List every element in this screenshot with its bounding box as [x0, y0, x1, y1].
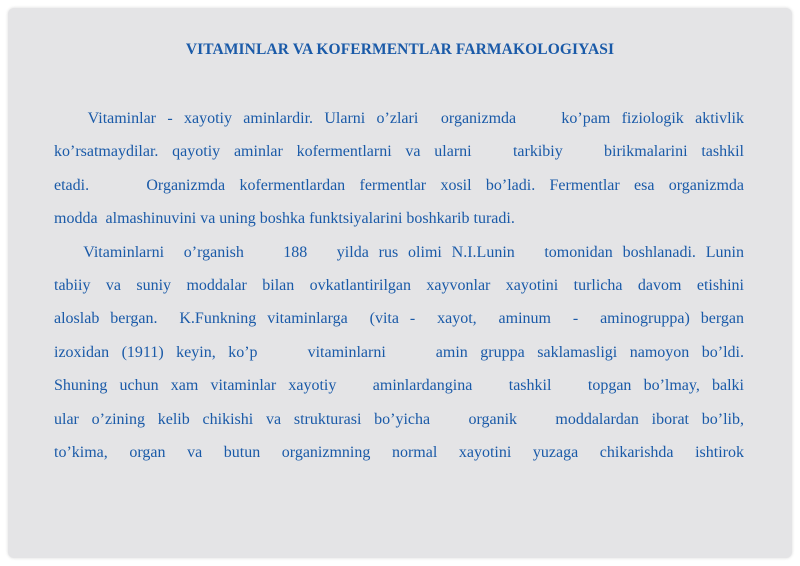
text-line: izoxidan (1911) keyin, ko’p vitaminlarni amin gruppa saklamasligi namoyon bo’ldi. — [54, 343, 744, 361]
text-line: to’kima, organ va butun organizmning normal xayotini yuzaga chikarishda ishtirok — [54, 443, 744, 461]
text-line: Vitaminlar - xayotiy aminlardir. Ularni o’zlari organizmda ko’pam fiziologik aktivlik — [54, 110, 744, 127]
text-line: etadi. Organizmda kofermentlardan fermentlar xosil bo’ladi. Fermentlar esa organizmda — [54, 176, 744, 194]
text-line: ular o’zining kelib chikishi va strukturasi bo’yicha organik moddalardan iborat bo’lib, — [54, 410, 744, 428]
text-line: ko’rsatmaydilar. qayotiy aminlar kofermentlarni va ularni tarkibiy birikmalarini tashkil — [54, 143, 744, 161]
text-line: Vitaminlarni o’rganish 188 yilda rus olimi N.I.Lunin tomonidan boshlanadi. Lunin — [54, 243, 744, 261]
text-line: Shuning uchun xam vitaminlar xayotiy aminlardangina tashkil topgan bo’lmay, balki — [54, 377, 744, 395]
text-line: tabiiy va suniy moddalar bilan ovkatlantirilgan xayvonlar xayotini turlicha davom etishini — [54, 276, 744, 294]
slide-title: VITAMINLAR VA KOFERMENTLAR FARMAKOLOGIYASI — [185, 41, 615, 58]
slide-body-text — [54, 102, 744, 469]
text-line: aloslab bergan. K.Funkning vitaminlarga (vita - xayot, aminum - aminogruppa) bergan — [54, 310, 744, 328]
slide — [8, 8, 792, 558]
text-line: modda almashinuvini va uning boshka funktsiyalarini boshkarib turadi. — [54, 210, 515, 228]
